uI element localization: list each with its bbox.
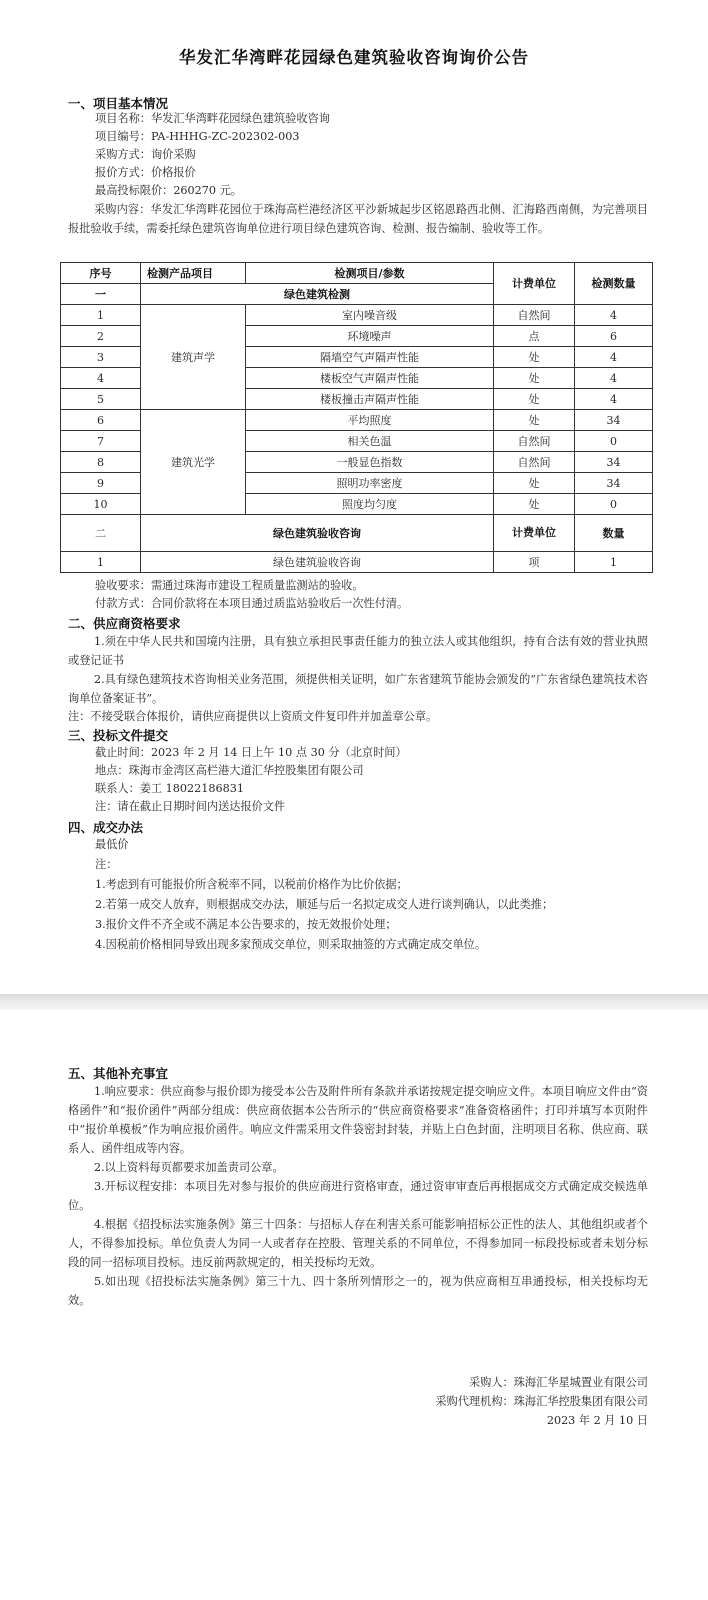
- project-number: 项目编号：PA-HHHG-ZC-202302-003: [95, 130, 300, 143]
- document-title: 华发汇华湾畔花园绿色建筑验收咨询询价公告: [179, 48, 529, 67]
- header-product: 检测产品项目: [141, 263, 246, 284]
- supplement-4: 4.根据《招投标法实施条例》第三十四条：与招标人存在利害关系可能影响招标公正性的法人、其他组织或者个人，不得参加投标。单位负责人为同一人或者存在控股、管理关系的不同单位，不得参加同一标段投标或者未划分标段的同一招标项目投标。违反前两款规定的，相关投标均无效。: [68, 1218, 648, 1269]
- award-note: 注：: [95, 858, 118, 871]
- section-4-heading: 四、成交办法: [68, 820, 144, 835]
- table-row: [61, 552, 653, 573]
- row-param: 室内噪音级: [246, 305, 494, 326]
- row-param: 楼板撞击声隔声性能: [246, 389, 494, 410]
- row-no: 3: [61, 347, 141, 368]
- row-qty: 4: [575, 305, 653, 326]
- announcement-date: 2023 年 2 月 10 日: [546, 1414, 648, 1427]
- submission-contact: 联系人：姜工 18022186831: [95, 782, 244, 795]
- row-qty: 4: [575, 389, 653, 410]
- submission-deadline: 截止时间：2023 年 2 月 14 日上午 10 点 30 分（北京时间）: [95, 746, 407, 759]
- row-unit: 自然间: [494, 431, 575, 452]
- row-no: 8: [61, 452, 141, 473]
- purchaser: 采购人：珠海汇华星城置业有限公司: [468, 1376, 648, 1389]
- row-no: 2: [61, 326, 141, 347]
- section-1-no: 一: [61, 284, 141, 305]
- row-no: 4: [61, 368, 141, 389]
- section-2-heading: 二、供应商资格要求: [68, 616, 181, 631]
- row-param: 相关色温: [246, 431, 494, 452]
- qualification-1: 1.须在中华人民共和国境内注册，具有独立承担民事责任能力的独立法人或其他组织，持有合法有效的营业执照或登记证书: [68, 635, 648, 667]
- section-1-title: 绿色建筑检测: [141, 284, 494, 305]
- row-unit: 处: [494, 473, 575, 494]
- award-method: 最低价: [95, 838, 129, 851]
- award-rule-2: 2.若第一成交人放弃，则根据成交办法，顺延与后一名拟定成交人进行谈判确认，以此类推；: [95, 898, 554, 911]
- header-unit: 计费单位: [494, 263, 575, 305]
- row-param: 平均照度: [246, 410, 494, 431]
- row-unit: 处: [494, 494, 575, 515]
- qualification-2: 2.具有绿色建筑技术咨询相关业务范围，须提供相关证明，如广东省建筑节能协会颁发的“广东省绿色建筑技术咨询单位备案证书”。: [68, 673, 648, 705]
- section-1-heading: 一、项目基本情况: [68, 96, 169, 111]
- supplement-5: 5.如出现《招投标法实施条例》第三十九、四十条所列情形之一的，视为供应商相互串通投标，相关投标均无效。: [68, 1275, 648, 1307]
- page-separator: [0, 994, 708, 1010]
- row-no: 5: [61, 389, 141, 410]
- quote-method: 报价方式：价格报价: [95, 166, 196, 179]
- section-2-qty: 数量: [575, 515, 653, 552]
- page-2: [0, 1010, 708, 1600]
- section-2-unit: 计费单位: [494, 515, 575, 552]
- award-rule-3: 3.报价文件不齐全或不满足本公告要求的，按无效报价处理；: [95, 918, 397, 931]
- submission-place: 地点：珠海市金湾区高栏港大道汇华控股集团有限公司: [95, 764, 364, 777]
- qualification-note: 注：不接受联合体报价，请供应商提供以上资质文件复印件并加盖章公章。: [68, 710, 438, 723]
- section-2-title: 绿色建筑验收咨询: [141, 515, 494, 552]
- section-5-heading: 五、其他补充事宜: [68, 1066, 169, 1081]
- header-param: 检测项目/参数: [246, 263, 494, 284]
- inspection-table: [60, 262, 653, 573]
- table-row: [61, 305, 653, 326]
- procurement-method: 采购方式：询价采购: [95, 148, 196, 161]
- row-unit: 处: [494, 347, 575, 368]
- row-param: 照度均匀度: [246, 494, 494, 515]
- row-param: 照明功率密度: [246, 473, 494, 494]
- row-param: 楼板空气声隔声性能: [246, 368, 494, 389]
- row-qty: 4: [575, 368, 653, 389]
- procurement-agent: 采购代理机构：珠海汇华控股集团有限公司: [435, 1395, 648, 1408]
- row-unit: 处: [494, 389, 575, 410]
- supplement-1: 1.响应要求：供应商参与报价即为接受本公告及附件所有条款并承诺按规定提交响应文件。本项目响应文件由“资格函件”和“报价函件”两部分组成：供应商依据本公告所示的“供应商资格要求”准备资格函件；打印并填写本页附件中“报价单模板”作为响应报价函件。响应文件需采用文件袋密封封装，并贴上白色封面，注明项目名称、供应商、联系人、函件组成等内容。: [68, 1085, 648, 1155]
- award-rule-4: 4.因税前价格相同导致出现多家预成交单位，则采取抽签的方式确定成交单位。: [95, 938, 487, 951]
- row-qty: 34: [575, 452, 653, 473]
- row-qty: 1: [575, 552, 653, 573]
- row-unit: 自然间: [494, 452, 575, 473]
- row-no: 7: [61, 431, 141, 452]
- max-bid-limit: 最高投标限价：260270 元。: [95, 184, 242, 197]
- section-2-no: 二: [61, 515, 141, 552]
- row-qty: 4: [575, 347, 653, 368]
- award-rule-1: 1.考虑到有可能报价所含税率不同，以税前价格作为比价依据；: [95, 878, 408, 891]
- project-name: 项目名称：华发汇华湾畔花园绿色建筑验收咨询: [95, 112, 330, 125]
- submission-note: 注：请在截止日期时间内送达报价文件: [95, 800, 286, 813]
- payment-method: 付款方式：合同价款将在本项目通过质监站验收后一次性付清。: [95, 597, 409, 610]
- table-row: [61, 410, 653, 431]
- group-light: 建筑光学: [141, 410, 246, 515]
- row-param: 隔墙空气声隔声性能: [246, 347, 494, 368]
- row-param: 一般显色指数: [246, 452, 494, 473]
- row-no: 9: [61, 473, 141, 494]
- row-no: 10: [61, 494, 141, 515]
- row-unit: 点: [494, 326, 575, 347]
- row-unit: 处: [494, 410, 575, 431]
- row-unit: 处: [494, 368, 575, 389]
- row-unit: 自然间: [494, 305, 575, 326]
- section-3-heading: 三、投标文件提交: [68, 728, 169, 743]
- row-qty: 34: [575, 473, 653, 494]
- group-acoustic: 建筑声学: [141, 305, 246, 410]
- supplement-2: 2.以上资料每页都要求加盖责司公章。: [94, 1161, 284, 1174]
- row-param: 环境噪声: [246, 326, 494, 347]
- row-qty: 0: [575, 494, 653, 515]
- procurement-content: 采购内容：华发汇华湾畔花园位于珠海高栏港经济区平沙新城起步区铭恩路西北侧、汇海路西南侧，为完善项目报批验收手续，需委托绿色建筑咨询单位进行项目绿色建筑咨询、检测、报告编制、验收等工作。: [68, 203, 648, 235]
- row-no: 1: [61, 552, 141, 573]
- row-no: 6: [61, 410, 141, 431]
- row-qty: 0: [575, 431, 653, 452]
- row-no: 1: [61, 305, 141, 326]
- header-no: 序号: [61, 263, 141, 284]
- acceptance-requirement: 验收要求：需通过珠海市建设工程质量监测站的验收。: [95, 579, 364, 592]
- row-qty: 6: [575, 326, 653, 347]
- row-qty: 34: [575, 410, 653, 431]
- header-qty: 检测数量: [575, 263, 653, 305]
- row-unit: 项: [494, 552, 575, 573]
- supplement-3: 3.开标议程安排：本项目先对参与报价的供应商进行资格审查，通过资审审查后再根据成交方式确定成交候选单位。: [68, 1180, 648, 1212]
- row-item: 绿色建筑验收咨询: [141, 552, 494, 573]
